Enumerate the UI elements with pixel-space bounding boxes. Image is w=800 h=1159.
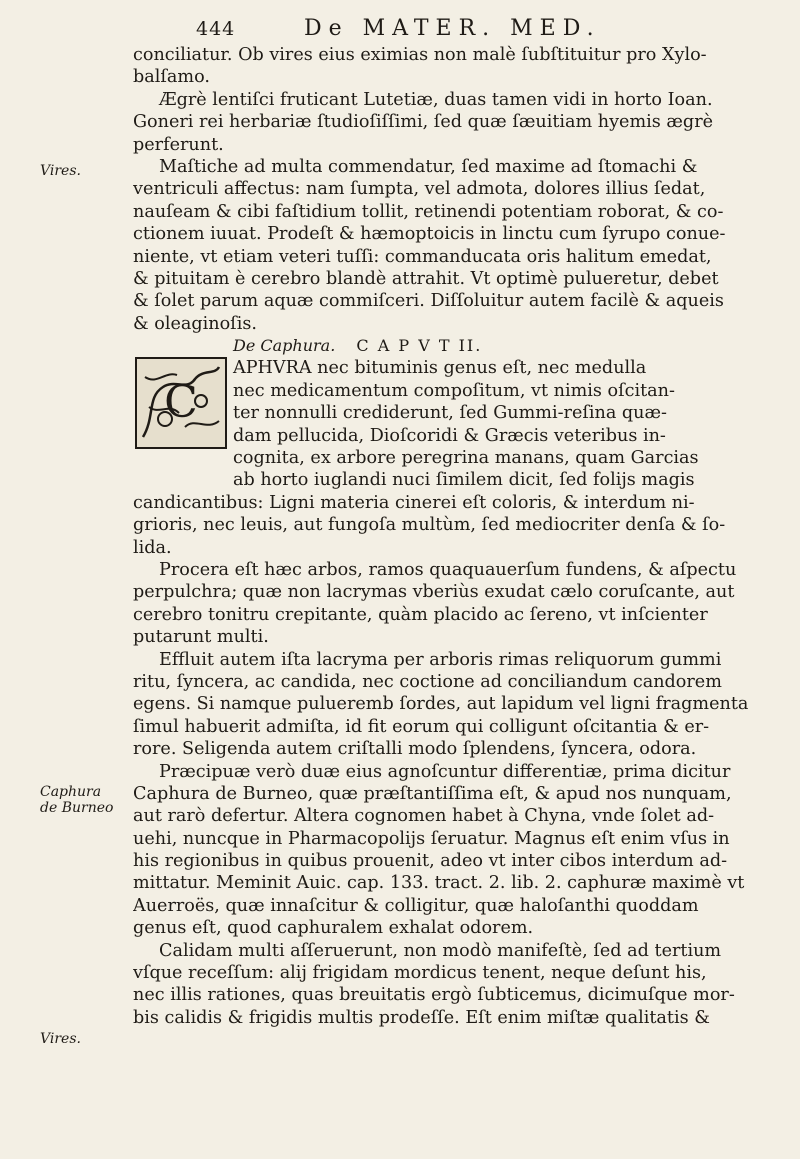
text-line: ter nonnulli crediderunt, ſed Gummi-reſina quæ-: [233, 403, 667, 424]
margin-note-vires: Vires.: [40, 163, 81, 179]
text-line: uehi, nuncque in Pharmacopolijs ſeruatur. Magnus eſt enim vſus in: [133, 828, 730, 849]
text-line: egens. Si namque pulueremb ſordes, aut lapidum vel ligni fragmenta: [133, 694, 749, 715]
text-line: Effluit autem iſta lacryma per arboris rimas reliquorum gummi: [159, 649, 722, 670]
margin-note-caphura-burneo: [40, 784, 124, 816]
text-line: ctionem iuuat. Prodeſt & hæmoptoicis in linctu cum ſyrupo conue-: [133, 224, 726, 245]
text-line: his regionibus in quibus prouenit, adeo vt inter cibos interdum ad-: [133, 851, 728, 872]
text-line: perferunt.: [133, 134, 224, 155]
text-line: cerebro tonitru crepitante, quàm placido ac ſereno, vt inſcienter: [133, 604, 708, 625]
main-text: [133, 44, 753, 1029]
text-line: Maſtiche ad multa commendatur, ſed maxime ad ſtomachi &: [159, 156, 698, 177]
text-line: putarunt multi.: [133, 627, 269, 648]
text-line: Goneri rei herbariæ ſtudioſiſſimi, ſed quæ ſæuitiam hyemis ægrè: [133, 112, 714, 133]
text-line: niente, vt etiam veteri tuſſi: commanducata oris halitum emedat,: [133, 246, 712, 267]
chapter-title: De Caphura.: [233, 336, 336, 356]
running-title: De MATER. MED.: [304, 16, 601, 41]
text-line: rore. Seligenda autem criſtalli modo ſplendens, ſyncera, odora.: [133, 739, 697, 760]
text-line: Calidam multi aſſeruerunt, non modò manifeſtè, ſed ad tertium: [159, 940, 722, 961]
text-line: Ægrè lentiſci fruticant Lutetiæ, duas tamen vidi in horto Ioan.: [159, 89, 713, 110]
text-line: cognita, ex arbore peregrina manans, quam Garcias: [233, 448, 699, 469]
text-line: vſque receſſum: alij frigidam mordicus tenent, neque deſunt his,: [133, 963, 707, 984]
text-line: balſamo.: [133, 67, 210, 88]
text-line: candicantibus: Ligni materia cinerei eſt coloris, & interdum ni-: [133, 492, 695, 513]
text-line: perpulchra; quæ non lacrymas vberiùs exudat cælo coruſcante, aut: [133, 582, 735, 603]
text-line: Caphura de Burneo, quæ præſtantiſſima eſt, & apud nos nunquam,: [133, 783, 732, 804]
margin-note-de-burneo: de Burneo: [40, 800, 114, 816]
text-line: bis calidis & frigidis multis prodeſſe. Eſt enim miſtæ qualitatis &: [133, 1007, 710, 1028]
text-line: aut rarò defertur. Altera cognomen habet à Chyna, vnde ſolet ad-: [133, 806, 715, 827]
decorated-initial-letter: C: [164, 377, 198, 428]
text-line: genus eſt, quod caphuralem exhalat odorem.: [133, 918, 534, 939]
text-line: Procera eſt hæc arbos, ramos quaquauerſum fundens, & aſpectu: [159, 559, 737, 580]
text-line: Auerroës, quæ innaſcitur & colligitur, quæ haloſanthi quoddam: [133, 895, 699, 916]
text-line: & ſolet parum aquæ commiſceri. Diſſoluitur autem facilè & aqueis: [133, 291, 724, 312]
text-line: & pituitam è cerebro blandè attrahit. Vt optimè pulueretur, debet: [133, 268, 719, 289]
margin-note-caphura: Caphura: [40, 784, 102, 800]
text-line: lida.: [133, 537, 172, 558]
text-line: & oleaginoſis.: [133, 313, 257, 334]
text-line: ventriculi affectus: nam ſumpta, vel admota, dolores illius ſedat,: [133, 179, 706, 200]
chapter-number: C A P V T II.: [356, 336, 483, 356]
text-line: APHVRA nec bituminis genus eſt, nec medulla: [233, 358, 647, 379]
text-line: ritu, ſyncera, ac candida, nec coctione ad conciliandum candorem: [133, 671, 722, 692]
text-line: nauſeam & cibi faſtidium tollit, retinendi potentiam roborat, & co-: [133, 201, 724, 222]
text-line: Præcipuæ verò duæ eius agnoſcuntur differentiæ, prima dicitur: [159, 761, 731, 782]
text-line: ab horto iuglandi nuci ſimilem dicit, ſed folijs magis: [233, 470, 695, 491]
text-line: mittatur. Meminit Auic. cap. 133. tract. 2. lib. 2. caphuræ maximè vt: [133, 873, 745, 894]
page-number: 444: [196, 18, 236, 40]
text-line: nec illis rationes, quas breuitatis ergò ſubticemus, dicimuſque mor-: [133, 985, 735, 1006]
text-line: ſimul habuerit admiſta, id fit eorum qui colligunt oſcitantia & er-: [133, 716, 710, 737]
section-heading: [133, 335, 753, 357]
text-line: dam pellucida, Dioſcoridi & Græcis veteribus in-: [233, 425, 666, 446]
text-line: conciliatur. Ob vires eius eximias non malè ſubſtituitur pro Xylo-: [133, 45, 707, 65]
text-line: grioris, nec leuis, aut fungoſa multùm, ſed mediocriter denſa & ſo-: [133, 515, 726, 536]
text-line: nec medicamentum compoſitum, vt nimis oſcitan-: [233, 380, 675, 401]
margin-note-vires-2: Vires.: [40, 1031, 81, 1047]
